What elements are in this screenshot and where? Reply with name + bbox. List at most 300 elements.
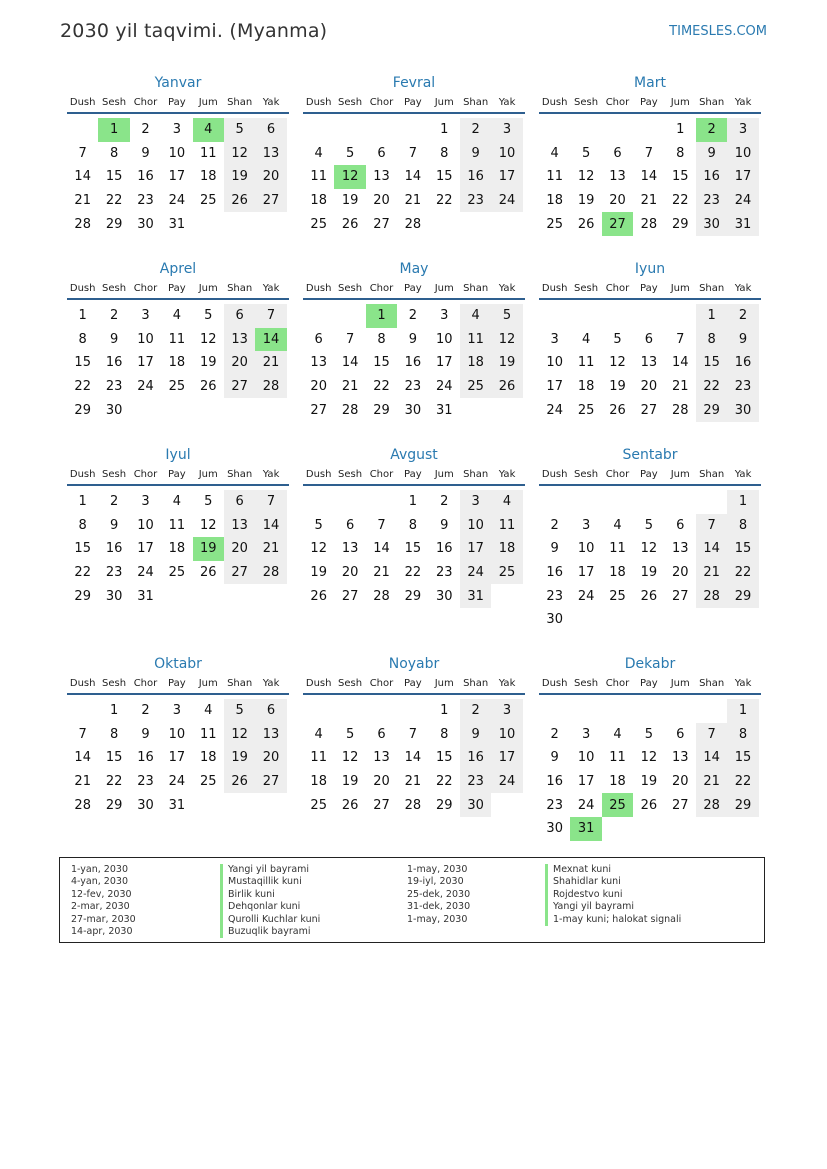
day-cell: 23 xyxy=(404,379,422,395)
day-cell: 15 xyxy=(105,169,123,185)
month-avgust xyxy=(303,444,525,608)
day-cell: 4 xyxy=(204,703,213,719)
month-sentabr xyxy=(539,444,761,632)
day-cell: 25 xyxy=(310,797,327,813)
day-cell: 9 xyxy=(550,750,559,766)
legend-entry: Mexnat kuni xyxy=(545,864,681,876)
day-cell: 26 xyxy=(577,216,595,232)
days-grid xyxy=(539,118,761,236)
day-cell: 11 xyxy=(199,726,217,742)
day-cell: 3 xyxy=(727,118,758,142)
legend-entry: 1-may kuni; halokat signali xyxy=(545,914,681,926)
day-cell: 22 xyxy=(435,774,453,790)
day-cell: 30 xyxy=(460,793,491,817)
day-cell: 26 xyxy=(224,189,255,213)
day-cell: 15 xyxy=(727,746,758,770)
day-cell: 23 xyxy=(546,588,563,604)
weekday-label: Yak xyxy=(498,97,516,108)
day-cell: 1 xyxy=(78,494,87,510)
day-cell: 15 xyxy=(435,750,453,766)
day-cell: 27 xyxy=(341,588,359,604)
day-cell: 5 xyxy=(581,145,591,161)
day-cell: 25 xyxy=(546,216,563,232)
empty-cell xyxy=(602,699,633,723)
empty-cell xyxy=(334,304,365,328)
day-cell: 10 xyxy=(491,723,522,747)
day-cell: 18 xyxy=(199,750,217,766)
day-cell: 16 xyxy=(546,774,563,790)
weekday-label: Yak xyxy=(262,283,280,294)
weekday-label: Sesh xyxy=(574,469,599,480)
day-cell: 8 xyxy=(78,517,87,533)
legend-entry: 4-yan, 2030 xyxy=(71,876,128,888)
day-cell: 23 xyxy=(137,774,154,790)
weekday-label: Dush xyxy=(305,97,332,108)
weekday-label: Shan xyxy=(699,678,725,689)
day-cell: 9 xyxy=(460,723,491,747)
day-cell: 26 xyxy=(640,588,658,604)
weekday-label: Jum xyxy=(670,283,690,294)
day-cell: 15 xyxy=(373,355,390,371)
month-dekabr xyxy=(539,653,761,841)
day-cell: 25 xyxy=(199,774,217,790)
day-cell: 11 xyxy=(310,750,327,766)
day-cell: 6 xyxy=(224,304,255,328)
day-cell: 14 xyxy=(74,750,91,766)
weekday-label: Jum xyxy=(434,283,454,294)
month-may xyxy=(303,258,525,422)
weekday-label: Jum xyxy=(670,678,690,689)
day-cell: 19 xyxy=(491,351,522,375)
empty-cell xyxy=(633,118,664,142)
day-cell: 1 xyxy=(408,494,417,510)
day-cell: 17 xyxy=(727,165,758,189)
day-cell: 9 xyxy=(696,142,727,166)
weekday-label: Chor xyxy=(133,97,158,108)
day-cell: 2 xyxy=(440,494,449,510)
weekday-label: Yak xyxy=(262,678,280,689)
holiday-day-cell: 2 xyxy=(696,118,727,142)
day-cell: 9 xyxy=(727,328,758,352)
day-cell: 23 xyxy=(460,189,491,213)
weekday-header xyxy=(67,466,289,486)
empty-cell xyxy=(570,118,601,142)
day-cell: 24 xyxy=(168,193,186,209)
day-cell: 21 xyxy=(74,193,91,209)
day-cell: 22 xyxy=(671,193,689,209)
day-cell: 13 xyxy=(671,541,689,557)
day-cell: 18 xyxy=(609,565,626,581)
empty-cell xyxy=(334,699,365,723)
day-cell: 12 xyxy=(224,723,255,747)
day-cell: 18 xyxy=(460,351,491,375)
day-cell: 3 xyxy=(141,494,150,510)
day-cell: 5 xyxy=(204,308,213,324)
day-cell: 27 xyxy=(373,797,390,813)
day-cell: 2 xyxy=(141,122,150,138)
day-cell: 31 xyxy=(168,216,186,232)
day-cell: 12 xyxy=(310,541,327,557)
weekday-label: Chor xyxy=(369,97,394,108)
day-cell: 28 xyxy=(671,402,689,418)
day-cell: 19 xyxy=(640,565,658,581)
day-cell: 19 xyxy=(199,355,217,371)
weekday-label: Sesh xyxy=(102,678,127,689)
day-cell: 3 xyxy=(172,122,181,138)
empty-cell xyxy=(397,118,428,142)
weekday-label: Dush xyxy=(69,97,96,108)
day-cell: 4 xyxy=(460,304,491,328)
empty-cell xyxy=(366,490,397,514)
month-name: Dekabr xyxy=(624,656,676,672)
day-cell: 23 xyxy=(727,375,758,399)
day-cell: 21 xyxy=(373,565,390,581)
day-cell: 25 xyxy=(310,216,327,232)
empty-cell xyxy=(303,118,334,142)
day-cell: 3 xyxy=(141,308,150,324)
month-noyabr xyxy=(303,653,525,817)
weekday-header xyxy=(539,466,761,486)
days-grid xyxy=(539,699,761,841)
weekday-label: Sesh xyxy=(338,97,363,108)
weekday-label: Dush xyxy=(69,283,96,294)
weekday-label: Chor xyxy=(605,469,630,480)
day-cell: 20 xyxy=(255,165,286,189)
day-cell: 28 xyxy=(341,402,359,418)
day-cell: 5 xyxy=(224,118,255,142)
holiday-day-cell: 27 xyxy=(602,212,633,236)
day-cell: 24 xyxy=(577,797,595,813)
day-cell: 8 xyxy=(696,328,727,352)
day-cell: 11 xyxy=(577,355,595,371)
day-cell: 2 xyxy=(727,304,758,328)
weekday-label: Jum xyxy=(670,97,690,108)
empty-cell xyxy=(67,118,98,142)
day-cell: 12 xyxy=(640,750,658,766)
day-cell: 16 xyxy=(696,165,727,189)
day-cell: 15 xyxy=(404,541,422,557)
empty-cell xyxy=(696,490,727,514)
day-cell: 16 xyxy=(404,355,422,371)
day-cell: 10 xyxy=(460,514,491,538)
weekday-header xyxy=(539,280,761,300)
legend-names-right xyxy=(545,864,681,926)
day-cell: 6 xyxy=(613,145,622,161)
day-cell: 20 xyxy=(609,193,626,209)
days-grid xyxy=(303,699,525,817)
weekday-label: Shan xyxy=(699,469,725,480)
day-cell: 23 xyxy=(137,193,154,209)
day-cell: 3 xyxy=(491,118,522,142)
month-name: Sentabr xyxy=(622,447,678,463)
holiday-day-cell: 25 xyxy=(602,793,633,817)
day-cell: 12 xyxy=(577,169,595,185)
day-cell: 9 xyxy=(408,331,417,347)
day-cell: 30 xyxy=(435,588,453,604)
day-cell: 8 xyxy=(727,723,758,747)
day-cell: 22 xyxy=(105,774,123,790)
day-cell: 6 xyxy=(676,726,685,742)
empty-cell xyxy=(303,699,334,723)
holiday-day-cell: 1 xyxy=(98,118,129,142)
empty-cell xyxy=(67,699,98,723)
day-cell: 29 xyxy=(404,588,422,604)
day-cell: 9 xyxy=(141,726,150,742)
day-cell: 23 xyxy=(105,379,123,395)
day-cell: 2 xyxy=(408,308,417,324)
day-cell: 11 xyxy=(609,750,626,766)
weekday-label: Yak xyxy=(262,469,280,480)
legend-entry: 12-fev, 2030 xyxy=(71,888,132,900)
day-cell: 21 xyxy=(696,770,727,794)
month-name: Yanvar xyxy=(154,75,202,91)
day-cell: 24 xyxy=(491,189,522,213)
day-cell: 26 xyxy=(199,565,217,581)
weekday-label: Dush xyxy=(541,678,568,689)
legend-entry: Shahidlar kuni xyxy=(545,876,681,888)
day-cell: 17 xyxy=(168,169,186,185)
weekday-label: Shan xyxy=(227,283,253,294)
day-cell: 13 xyxy=(255,723,286,747)
holiday-day-cell: 4 xyxy=(193,118,224,142)
empty-cell xyxy=(539,118,570,142)
legend-entry: Buzuqlik bayrami xyxy=(220,926,320,938)
day-cell: 16 xyxy=(460,165,491,189)
day-cell: 27 xyxy=(310,402,327,418)
day-cell: 11 xyxy=(310,169,327,185)
holiday-day-cell: 12 xyxy=(334,165,365,189)
day-cell: 6 xyxy=(377,145,386,161)
weekday-label: Dush xyxy=(305,678,332,689)
day-cell: 16 xyxy=(546,565,563,581)
month-name: Iyun xyxy=(634,261,666,277)
day-cell: 6 xyxy=(255,118,286,142)
day-cell: 19 xyxy=(577,193,595,209)
weekday-label: Pay xyxy=(640,469,658,480)
day-cell: 27 xyxy=(671,797,689,813)
day-cell: 1 xyxy=(440,122,449,138)
legend-names-left xyxy=(220,864,320,938)
empty-cell xyxy=(665,699,696,723)
day-cell: 29 xyxy=(74,402,91,418)
empty-cell xyxy=(570,304,601,328)
day-cell: 9 xyxy=(440,517,449,533)
day-cell: 6 xyxy=(676,517,685,533)
weekday-label: Dush xyxy=(541,283,568,294)
day-cell: 9 xyxy=(460,142,491,166)
day-cell: 6 xyxy=(345,517,355,533)
empty-cell xyxy=(602,490,633,514)
day-cell: 18 xyxy=(310,193,327,209)
day-cell: 21 xyxy=(696,561,727,585)
day-cell: 10 xyxy=(137,331,154,347)
day-cell: 24 xyxy=(546,402,563,418)
day-cell: 11 xyxy=(199,145,217,161)
day-cell: 30 xyxy=(696,212,727,236)
weekday-label: Sesh xyxy=(102,469,127,480)
day-cell: 3 xyxy=(581,517,591,533)
day-cell: 15 xyxy=(74,541,91,557)
day-cell: 23 xyxy=(546,797,563,813)
day-cell: 28 xyxy=(74,797,91,813)
day-cell: 3 xyxy=(460,490,491,514)
legend-entry: Rojdestvo kuni xyxy=(545,889,681,901)
page-title: 2030 yil taqvimi. (Myanma) xyxy=(60,20,328,42)
weekday-label: Chor xyxy=(369,283,394,294)
day-cell: 28 xyxy=(255,375,286,399)
month-mart xyxy=(539,72,761,236)
day-cell: 13 xyxy=(255,142,286,166)
day-cell: 10 xyxy=(577,541,595,557)
weekday-label: Pay xyxy=(404,283,422,294)
day-cell: 26 xyxy=(310,588,327,604)
day-cell: 13 xyxy=(373,169,390,185)
weekday-label: Sesh xyxy=(102,97,127,108)
day-cell: 22 xyxy=(727,770,758,794)
weekday-label: Shan xyxy=(699,97,725,108)
day-cell: 8 xyxy=(440,726,449,742)
day-cell: 12 xyxy=(491,328,522,352)
weekday-header xyxy=(303,280,525,300)
day-cell: 25 xyxy=(168,565,186,581)
day-cell: 30 xyxy=(105,402,123,418)
day-cell: 18 xyxy=(168,355,186,371)
day-cell: 12 xyxy=(199,517,217,533)
weekday-label: Yak xyxy=(262,97,280,108)
day-cell: 21 xyxy=(640,193,658,209)
weekday-label: Jum xyxy=(198,678,218,689)
day-cell: 28 xyxy=(696,584,727,608)
day-cell: 23 xyxy=(435,565,453,581)
legend-dates-left xyxy=(71,864,136,938)
day-cell: 13 xyxy=(373,750,390,766)
day-cell: 18 xyxy=(609,774,626,790)
day-cell: 8 xyxy=(676,145,685,161)
holiday-day-cell: 14 xyxy=(255,328,286,352)
weekday-label: Yak xyxy=(734,678,752,689)
day-cell: 17 xyxy=(460,537,491,561)
day-cell: 4 xyxy=(613,517,622,533)
day-cell: 28 xyxy=(404,797,422,813)
weekday-label: Jum xyxy=(434,678,454,689)
empty-cell xyxy=(334,118,365,142)
day-cell: 31 xyxy=(168,797,186,813)
day-cell: 12 xyxy=(199,331,217,347)
day-cell: 31 xyxy=(460,584,491,608)
day-cell: 27 xyxy=(640,402,658,418)
day-cell: 28 xyxy=(373,588,390,604)
day-cell: 20 xyxy=(671,565,689,581)
day-cell: 18 xyxy=(168,541,186,557)
day-cell: 24 xyxy=(577,588,595,604)
weekday-label: Sesh xyxy=(574,678,599,689)
day-cell: 8 xyxy=(408,517,417,533)
weekday-label: Sesh xyxy=(338,469,363,480)
day-cell: 20 xyxy=(224,537,255,561)
day-cell: 31 xyxy=(435,402,453,418)
day-cell: 10 xyxy=(491,142,522,166)
day-cell: 29 xyxy=(74,588,91,604)
day-cell: 17 xyxy=(546,379,563,395)
day-cell: 29 xyxy=(671,216,689,232)
weekday-label: Shan xyxy=(227,678,253,689)
day-cell: 30 xyxy=(546,821,563,837)
day-cell: 30 xyxy=(137,797,154,813)
day-cell: 2 xyxy=(550,726,559,742)
day-cell: 13 xyxy=(224,328,255,352)
empty-cell xyxy=(633,699,664,723)
weekday-header xyxy=(303,675,525,695)
day-cell: 5 xyxy=(644,517,653,533)
holiday-day-cell: 31 xyxy=(570,817,601,841)
day-cell: 6 xyxy=(377,726,386,742)
legend-entry: 31-dek, 2030 xyxy=(407,901,471,913)
legend-entry: 1-yan, 2030 xyxy=(71,864,128,875)
day-cell: 4 xyxy=(314,145,323,161)
day-cell: 5 xyxy=(613,331,622,347)
day-cell: 14 xyxy=(341,355,359,371)
weekday-label: Shan xyxy=(463,97,489,108)
brand-link[interactable]: TIMESLES.COM xyxy=(669,24,767,39)
day-cell: 3 xyxy=(581,726,591,742)
weekday-label: Yak xyxy=(734,283,752,294)
day-cell: 22 xyxy=(696,375,727,399)
legend-entry: 19-iyl, 2030 xyxy=(407,876,464,888)
day-cell: 20 xyxy=(341,565,359,581)
day-cell: 19 xyxy=(640,774,658,790)
day-cell: 18 xyxy=(577,379,595,395)
day-cell: 25 xyxy=(609,588,626,604)
days-grid xyxy=(67,699,289,817)
day-cell: 30 xyxy=(404,402,422,418)
day-cell: 13 xyxy=(224,514,255,538)
weekday-label: Pay xyxy=(640,678,658,689)
day-cell: 7 xyxy=(78,145,87,161)
day-cell: 1 xyxy=(696,304,727,328)
weekday-label: Chor xyxy=(133,283,158,294)
day-cell: 8 xyxy=(109,726,119,742)
legend-entry: 25-dek, 2030 xyxy=(407,888,471,900)
day-cell: 6 xyxy=(255,699,286,723)
days-grid xyxy=(303,304,525,422)
day-cell: 21 xyxy=(404,193,422,209)
day-cell: 16 xyxy=(105,355,123,371)
day-cell: 29 xyxy=(696,398,727,422)
day-cell: 15 xyxy=(696,351,727,375)
day-cell: 4 xyxy=(314,726,323,742)
weekday-label: Shan xyxy=(463,469,489,480)
empty-cell xyxy=(665,304,696,328)
days-grid xyxy=(67,118,289,236)
day-cell: 15 xyxy=(727,537,758,561)
month-name: Oktabr xyxy=(154,656,202,672)
day-cell: 4 xyxy=(172,494,181,510)
day-cell: 4 xyxy=(581,331,591,347)
day-cell: 7 xyxy=(345,331,355,347)
empty-cell xyxy=(665,490,696,514)
day-cell: 10 xyxy=(577,750,595,766)
empty-cell xyxy=(633,490,664,514)
weekday-label: Jum xyxy=(198,469,218,480)
month-oktabr xyxy=(67,653,289,817)
day-cell: 6 xyxy=(314,331,323,347)
day-cell: 17 xyxy=(435,355,453,371)
legend-entry: 1-may, 2030 xyxy=(407,864,468,875)
day-cell: 26 xyxy=(491,375,522,399)
day-cell: 7 xyxy=(78,726,87,742)
day-cell: 14 xyxy=(640,169,658,185)
day-cell: 5 xyxy=(491,304,522,328)
